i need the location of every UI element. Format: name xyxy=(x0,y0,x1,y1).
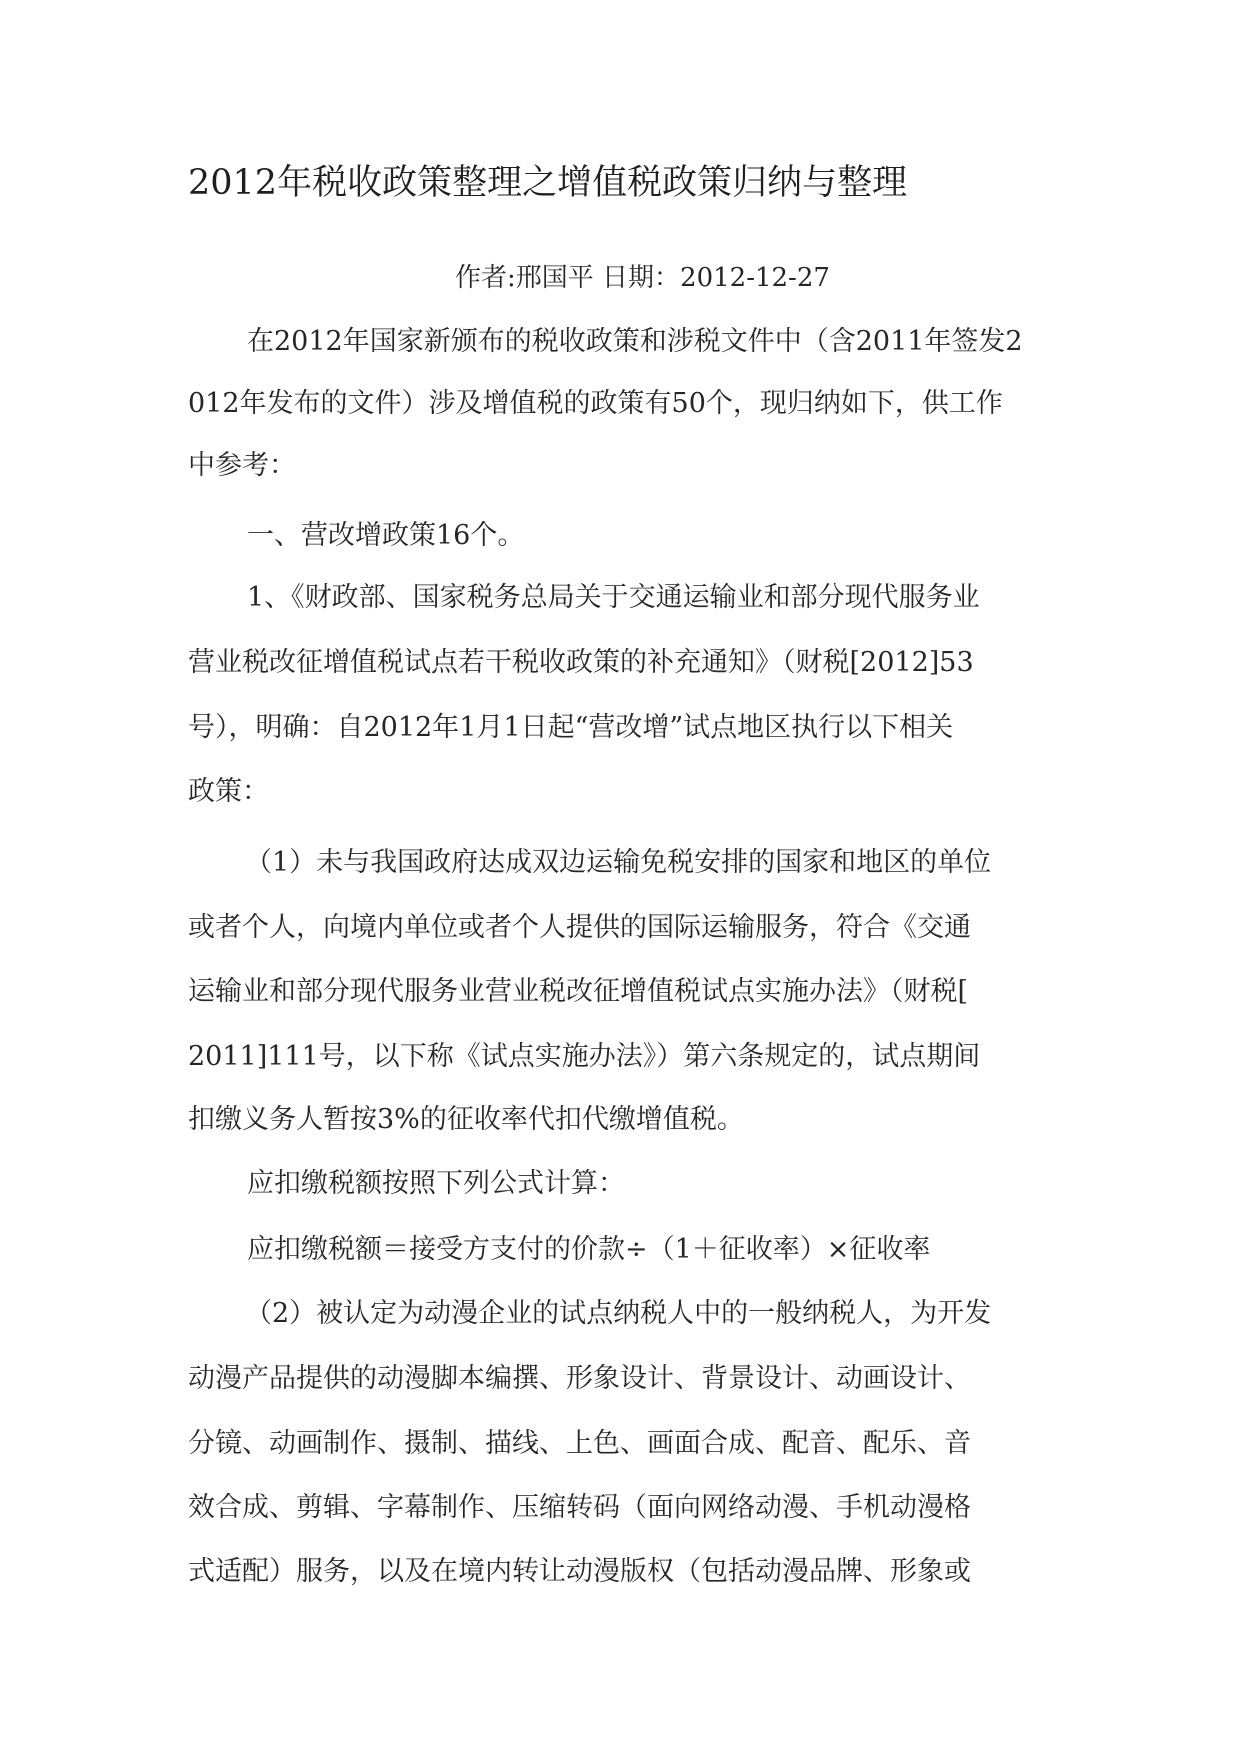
paragraph-line: 效合成、剪辑、字幕制作、压缩转码（面向网络动漫、手机动漫格 xyxy=(188,1492,971,1523)
paragraph-line: 在2012年国家新颁布的税收政策和涉税文件中（含2011年签发2 xyxy=(247,326,1023,357)
paragraph-line: 号），明确：自2012年1月1日起“营改增”试点地区执行以下相关 xyxy=(188,712,954,743)
paragraph-line: 扣缴义务人暂按3%的征收率代扣代缴增值税。 xyxy=(188,1104,744,1135)
paragraph-line: 中参考： xyxy=(188,450,296,481)
paragraph-line: 应扣缴税额按照下列公式计算： xyxy=(247,1168,625,1199)
paragraph-line: 分镜、动画制作、摄制、描线、上色、画面合成、配音、配乐、音 xyxy=(188,1428,971,1459)
paragraph-line: 运输业和部分现代服务业营业税改征增值税试点实施办法》（财税[ xyxy=(188,976,969,1007)
section-heading: 一、营改增政策16个。 xyxy=(247,520,525,551)
paragraph-line: 012年发布的文件）涉及增值税的政策有50个，现归纳如下，供工作 xyxy=(188,388,1003,419)
author-date-line: 作者:邢国平 日期：2012-12-27 xyxy=(455,263,830,293)
paragraph-line: 政策： xyxy=(188,776,269,807)
paragraph-line: 动漫产品提供的动漫脚本编撰、形象设计、背景设计、动画设计、 xyxy=(188,1363,971,1394)
paragraph-line: 或者个人，向境内单位或者个人提供的国际运输服务，符合《交通 xyxy=(188,912,971,943)
document-title: 2012年税收政策整理之增值税政策归纳与整理 xyxy=(188,163,908,203)
paragraph-line: 式适配）服务，以及在境内转让动漫版权（包括动漫品牌、形象或 xyxy=(188,1556,971,1587)
paragraph-line: （2）被认定为动漫企业的试点纳税人中的一般纳税人，为开发 xyxy=(245,1298,992,1329)
paragraph-line: 1、《财政部、国家税务总局关于交通运输业和部分现代服务业 xyxy=(247,582,980,613)
formula-line: 应扣缴税额＝接受方支付的价款÷（1＋征收率）×征收率 xyxy=(247,1234,931,1265)
paragraph-line: 营业税改征增值税试点若干税收政策的补充通知》（财税[2012]53 xyxy=(188,647,974,678)
paragraph-line: 2011]111号，以下称《试点实施办法》）第六条规定的，试点期间 xyxy=(188,1041,981,1072)
paragraph-line: （1）未与我国政府达成双边运输免税安排的国家和地区的单位 xyxy=(245,847,992,878)
